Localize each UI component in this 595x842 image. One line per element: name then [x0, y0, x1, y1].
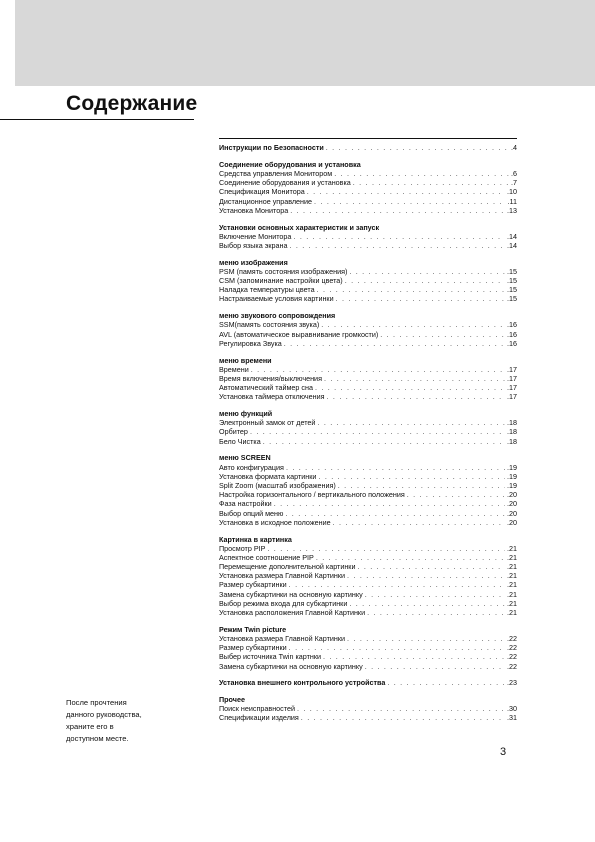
toc-page-number: .20: [507, 499, 517, 509]
toc-page-number: .14: [507, 240, 517, 250]
toc-entry-label: CSM (запоминание настройки цвета): [219, 276, 343, 286]
toc-entry[interactable]: [219, 599, 517, 608]
toc-entry-label: Соединение оборудования и установка: [219, 178, 351, 188]
dot-leader: [338, 481, 505, 490]
toc-entry-label: Орбитер: [219, 427, 248, 437]
dot-leader: [323, 652, 505, 661]
toc-section: [219, 535, 517, 618]
dot-leader: [286, 463, 505, 472]
toc-page-number: .30: [507, 704, 517, 714]
toc-section-heading[interactable]: [219, 311, 517, 320]
toc-entry[interactable]: [219, 490, 517, 499]
toc-entry[interactable]: [219, 499, 517, 508]
toc-entry-label: Выбор режима входа для субкартинки: [219, 598, 348, 608]
toc-heading-label: меню звукового сопровождения: [219, 311, 336, 321]
toc-entry[interactable]: [219, 662, 517, 671]
toc-page-number: .21: [507, 589, 517, 599]
side-note: [66, 697, 166, 745]
dot-leader: [318, 472, 505, 481]
dot-leader: [267, 544, 505, 553]
toc-entry[interactable]: [219, 562, 517, 571]
toc-section-heading[interactable]: [219, 258, 517, 267]
toc-entry-label: Установка таймера отключения: [219, 392, 325, 402]
dot-leader: [301, 713, 505, 722]
toc-entry-label: Поиск неисправностей: [219, 704, 295, 714]
toc-page-number: .19: [507, 462, 517, 472]
toc-entry[interactable]: [219, 374, 517, 383]
toc-page-number: .16: [507, 320, 517, 330]
toc-entry-label: Установка формата картинки: [219, 471, 317, 481]
toc-page-number: .20: [507, 517, 517, 527]
dot-leader: [290, 241, 506, 250]
toc-entry-label: Выбер источника Twin картнки: [219, 652, 322, 662]
toc-section: [219, 160, 517, 215]
toc-entry-label: Авто конфигурация: [219, 462, 284, 472]
dot-leader: [289, 580, 505, 589]
toc-entry-label: Настройка горизонтального / вертикального положения: [219, 490, 405, 500]
toc-entry-label: Включение Монитора: [219, 231, 292, 241]
toc-entry[interactable]: [219, 544, 517, 553]
side-note-line: доступном месте.: [66, 734, 129, 743]
toc-entry-label: AVL (автоматическое выравнивание громкости): [219, 329, 379, 339]
toc-page-number: .18: [507, 418, 517, 428]
toc-heading-label: меню изображения: [219, 257, 288, 267]
toc-section-heading[interactable]: [219, 143, 517, 152]
side-note-line: данного руководства,: [66, 710, 142, 719]
toc-entry[interactable]: [219, 418, 517, 427]
toc-entry-label: Установка размера Главной Картинки: [219, 571, 346, 581]
toc-heading-label: Режим Twin picture: [219, 624, 287, 634]
toc-entry[interactable]: [219, 187, 517, 196]
dot-leader: [334, 169, 509, 178]
toc-page-number: .17: [507, 364, 517, 374]
toc-entry-label: Дистанционное управление: [219, 196, 313, 206]
toc-page-number: .16: [507, 338, 517, 348]
header-band: [15, 0, 595, 86]
toc-entry[interactable]: [219, 294, 517, 303]
dot-leader: [407, 490, 505, 499]
toc-page-number: .22: [507, 661, 517, 671]
dot-leader: [349, 267, 505, 276]
toc-entry-label: Размер субкартинки: [219, 580, 287, 590]
toc-entry[interactable]: [219, 276, 517, 285]
toc-section-heading[interactable]: [219, 535, 517, 544]
toc-heading-label: Инструкции по Безопасности: [219, 143, 324, 152]
toc-heading-label: Установка внешнего контрольного устройства: [219, 678, 386, 688]
toc-page-number: .16: [507, 329, 517, 339]
dot-leader: [250, 427, 505, 436]
toc-entry-label: Split Zoom (масштаб изображения): [219, 480, 336, 490]
toc-entry[interactable]: [219, 580, 517, 589]
toc-page-number: .18: [507, 427, 517, 437]
title-rule: [0, 119, 194, 120]
toc-entry[interactable]: [219, 383, 517, 392]
toc-entry[interactable]: [219, 463, 517, 472]
toc-entry-label: Установка размера Главной Картинки: [219, 633, 346, 643]
toc-entry[interactable]: [219, 437, 517, 446]
toc-heading-label: меню SCREEN: [219, 453, 271, 463]
toc-page-number: .21: [507, 543, 517, 553]
toc-section: [219, 409, 517, 446]
toc-entry[interactable]: [219, 232, 517, 241]
toc-entry-label: Время включения/выключения: [219, 373, 322, 383]
toc-page-number: .17: [507, 373, 517, 383]
dot-leader: [290, 206, 505, 215]
dot-leader: [353, 178, 509, 187]
dot-leader: [251, 365, 505, 374]
dot-leader: [289, 643, 505, 652]
toc-page-number: .23: [507, 678, 517, 688]
toc-entry[interactable]: [219, 704, 517, 713]
toc-entry[interactable]: [219, 652, 517, 661]
toc-page-number: .15: [507, 266, 517, 276]
toc-entry-label: Спецификация Монитора: [219, 187, 305, 197]
toc-entry[interactable]: [219, 427, 517, 436]
dot-leader: [333, 518, 505, 527]
toc-section: [219, 625, 517, 671]
toc-entry-label: Выбор опций меню: [219, 508, 284, 518]
dot-leader: [307, 187, 505, 196]
toc-page-number: .11: [507, 196, 517, 206]
toc-entry-label: Установка расположения Главной Картинки: [219, 608, 366, 617]
toc-section-heading[interactable]: [219, 695, 517, 704]
toc-section-heading[interactable]: [219, 409, 517, 418]
dot-leader: [293, 232, 505, 241]
toc-section: [219, 356, 517, 402]
toc-section-heading[interactable]: [219, 625, 517, 634]
toc-section-heading[interactable]: [219, 160, 517, 169]
dot-leader: [285, 509, 505, 518]
toc-page-number: .22: [507, 652, 517, 662]
toc-page-number: .21: [507, 562, 517, 572]
toc-entry[interactable]: [219, 267, 517, 276]
toc-section: [219, 223, 517, 251]
toc-entry-label: Замена субкартинки на основную картинку: [219, 661, 363, 671]
toc-section: [219, 311, 517, 348]
toc-page-number: .13: [507, 205, 517, 215]
toc-entry-label: Автоматический таймер сна: [219, 383, 313, 393]
toc-entry[interactable]: [219, 509, 517, 518]
toc-entry-label: Наладка температуры цвета: [219, 285, 315, 295]
toc-entry-label: Просмотр PIP: [219, 543, 266, 553]
table-of-contents: [219, 138, 517, 730]
toc-entry-label: Установка Монитора: [219, 205, 289, 215]
toc-section-heading[interactable]: [219, 678, 517, 687]
dot-leader: [365, 662, 505, 671]
toc-section-heading[interactable]: [219, 356, 517, 365]
toc-entry-label: Регулировка Звука: [219, 338, 282, 348]
dot-leader: [263, 437, 505, 446]
toc-page-number: .17: [507, 383, 517, 393]
toc-section: [219, 143, 517, 152]
toc-entry-label: Электронный замок от детей: [219, 418, 316, 428]
toc-page-number: .21: [507, 608, 517, 617]
toc-entry[interactable]: [219, 643, 517, 652]
toc-entry-label: Фаза настройки: [219, 499, 272, 509]
toc-page-number: .22: [507, 633, 517, 643]
toc-entry[interactable]: [219, 608, 517, 617]
dot-leader: [284, 339, 505, 348]
toc-page-number: .19: [507, 471, 517, 481]
dot-leader: [367, 608, 505, 617]
toc-heading-label: Прочее: [219, 695, 245, 705]
toc-section: [219, 678, 517, 687]
toc-entry[interactable]: [219, 518, 517, 527]
side-note-line: храните его в: [66, 722, 114, 731]
toc-entry[interactable]: [219, 197, 517, 206]
toc-page-number: .31: [507, 713, 517, 723]
toc-entry-label: Аспектное соотношение PIP: [219, 552, 314, 562]
toc-entry[interactable]: [219, 590, 517, 599]
toc-page-number: .21: [507, 552, 517, 562]
dot-leader: [315, 383, 505, 392]
toc-entry[interactable]: [219, 320, 517, 329]
toc-entry-label: Бело Чистка: [219, 436, 261, 446]
toc-entry[interactable]: [219, 392, 517, 401]
toc-page-number: .21: [507, 580, 517, 590]
toc-entry[interactable]: [219, 713, 517, 722]
toc-entry[interactable]: [219, 330, 517, 339]
toc-entry-label: Установка в исходное положение: [219, 517, 331, 527]
toc-entry[interactable]: [219, 365, 517, 374]
toc-entry[interactable]: [219, 178, 517, 187]
toc-entry[interactable]: [219, 481, 517, 490]
toc-section: [219, 258, 517, 304]
toc-entry-label: SSM(память состояния звука): [219, 320, 320, 330]
toc-entry-label: Замена субкартинки на основную картинку: [219, 589, 363, 599]
toc-page-number: .14: [507, 231, 517, 241]
toc-entry-label: Настраиваемые условия картинки: [219, 294, 334, 304]
toc-page-number: .15: [507, 276, 517, 286]
toc-entry[interactable]: [219, 472, 517, 481]
side-note-line: После прочтения: [66, 698, 127, 707]
toc-section-heading[interactable]: [219, 223, 517, 232]
dot-leader: [387, 678, 505, 687]
dot-leader: [380, 330, 505, 339]
toc-page-number: .7: [511, 178, 517, 188]
dot-leader: [347, 634, 505, 643]
dot-leader: [316, 553, 505, 562]
toc-entry[interactable]: [219, 241, 517, 250]
dot-leader: [297, 704, 505, 713]
toc-page-number: .21: [507, 598, 517, 608]
toc-entry-label: Спецификации изделия: [219, 713, 299, 723]
toc-entry-label: Перемещение дополнительной картинки: [219, 562, 356, 572]
toc-page-number: .21: [507, 571, 517, 581]
toc-heading-label: Картинка в картинка: [219, 534, 292, 544]
dot-leader: [336, 294, 505, 303]
dot-leader: [326, 143, 509, 152]
dot-leader: [349, 599, 505, 608]
dot-leader: [321, 320, 505, 329]
dot-leader: [324, 374, 505, 383]
toc-entry[interactable]: [219, 206, 517, 215]
toc-heading-label: Соединение оборудования и установка: [219, 159, 361, 169]
toc-entry[interactable]: [219, 169, 517, 178]
toc-page-number: .10: [507, 187, 517, 197]
toc-heading-label: меню времени: [219, 355, 272, 365]
toc-entry[interactable]: [219, 571, 517, 580]
toc-heading-label: Установки основных характеристик и запуск: [219, 222, 380, 232]
toc-page-number: .20: [507, 490, 517, 500]
toc-entry-label: Выбор языка экрана: [219, 240, 288, 250]
dot-leader: [314, 197, 506, 206]
toc-entry-label: PSM (память состояния изображения): [219, 266, 348, 276]
toc-page-number: .17: [507, 392, 517, 402]
toc-section: [219, 453, 517, 527]
dot-leader: [317, 418, 505, 427]
dot-leader: [357, 562, 505, 571]
page-title: Содержание: [66, 92, 198, 115]
toc-page-number: .22: [507, 643, 517, 653]
dot-leader: [365, 590, 505, 599]
toc-page-number: .15: [507, 285, 517, 295]
toc-entry-label: Размер субкартинки: [219, 643, 287, 653]
dot-leader: [327, 392, 505, 401]
toc-page-number: .4: [511, 143, 517, 152]
toc-section: [219, 695, 517, 723]
toc-entry-label: Времени: [219, 364, 249, 374]
dot-leader: [274, 499, 505, 508]
toc-entry[interactable]: [219, 339, 517, 348]
page-number: 3: [500, 746, 507, 758]
dot-leader: [347, 571, 505, 580]
toc-heading-label: меню функций: [219, 409, 273, 419]
toc-page-number: .20: [507, 508, 517, 518]
toc-entry[interactable]: [219, 634, 517, 643]
toc-section-heading[interactable]: [219, 453, 517, 462]
toc-page-number: .6: [511, 168, 517, 178]
dot-leader: [317, 285, 505, 294]
toc-page-number: .15: [507, 294, 517, 304]
toc-entry[interactable]: [219, 553, 517, 562]
toc-page-number: .18: [507, 436, 517, 446]
toc-entry-label: Средства управления Монитором: [219, 168, 333, 178]
toc-page-number: .19: [507, 480, 517, 490]
toc-entry[interactable]: [219, 285, 517, 294]
dot-leader: [345, 276, 505, 285]
